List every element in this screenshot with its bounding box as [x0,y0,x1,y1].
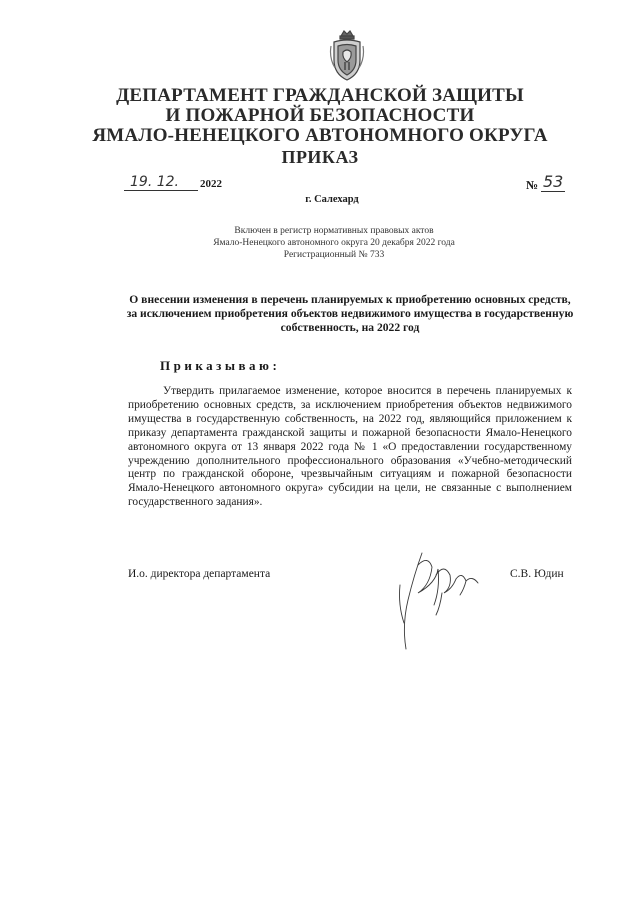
handwritten-signature [392,545,484,655]
header-line-1: ДЕПАРТАМЕНТ ГРАЖДАНСКОЙ ЗАЩИТЫ [116,85,524,106]
order-subject: О внесении изменения в перечень планируемых к приобретению основных средств, за исключением приобретения объектов недвижимого имущества в государственную собственность, на 2022 год [126,293,574,334]
document-type: ПРИКАЗ [281,147,359,167]
registry-line-1: Включен в регистр нормативных правовых актов [234,226,434,236]
registry-stamp [0,225,640,261]
coat-of-arms-icon [329,28,365,84]
order-body: Утвердить прилагаемое изменение, которое вносится в перечень планируемых к приобретению основных средств, за исключением приобретения объектов недвижимого имущества в государственную собственность, на 2022 год, являющийся приложением к приказу департамента гражданской защиты и пожарной безопасности Ямало-Ненецкого автономного округа от 13 января 2022 года № 1 «О предоставлении государственному учреждению дополнительного профессионального образования «Учебно-методический центр по гражданской обороне, чрезвычайным ситуациям и пожарной безопасности Ямало-Ненецкого автономного округа» субсидии на цели, не связанные с выполнением государственного задания». [128,385,572,509]
header-line-3: ЯМАЛО-НЕНЕЦКОГО АВТОНОМНОГО ОКРУГА [92,125,548,146]
department-header [0,86,640,168]
order-directive: Приказываю: [160,358,281,373]
number-label: № [526,178,539,192]
signatory-name: С.В. Юдин [510,568,564,580]
date-underline [124,190,198,191]
header-line-2: И ПОЖАРНОЙ БЕЗОПАСНОСТИ [165,105,475,126]
signatory-title: И.о. директора департамента [128,568,271,580]
order-number: 53 [543,172,564,191]
registry-line-2: Ямало-Ненецкого автономного округа 20 декабря 2022 года [213,238,455,248]
registry-line-3: Регистрационный № 733 [283,250,385,260]
date-year: 2022 [200,178,222,190]
handwritten-date: 19. 12. [130,174,179,190]
city: г. Салехард [305,194,359,205]
